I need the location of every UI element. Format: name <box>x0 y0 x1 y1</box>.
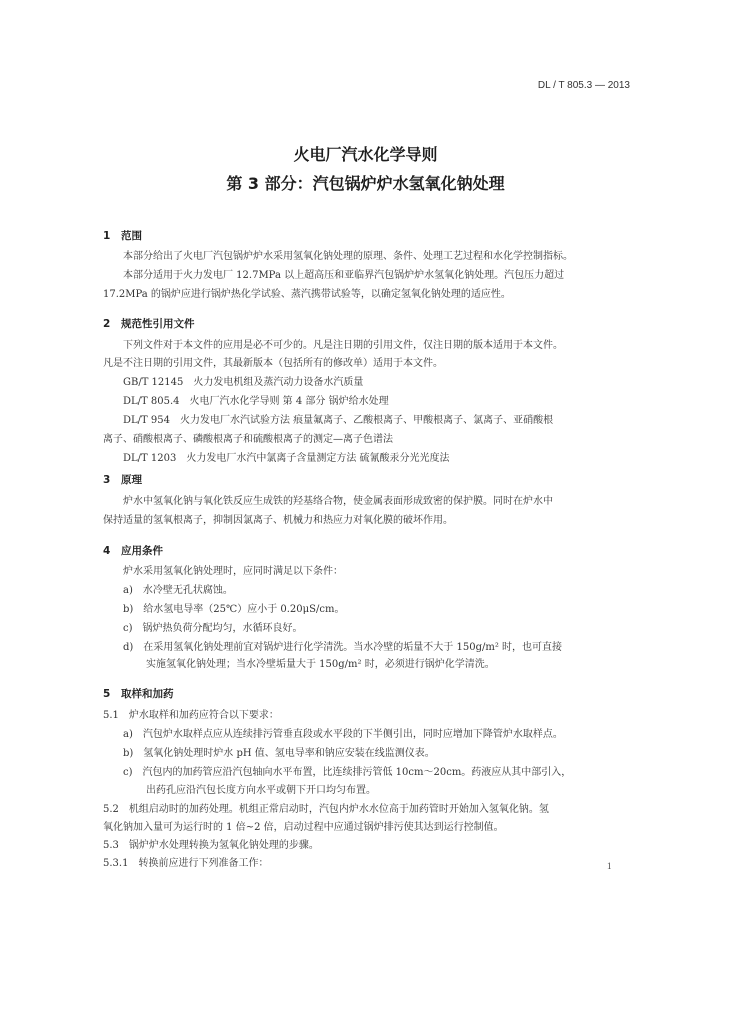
paragraph-line: 炉水中氢氧化钠与氧化铁反应生成铁的羟基络合物，使金属表面形成致密的保护膜。同时在炉水中 <box>123 496 553 507</box>
section-heading-1 <box>103 228 142 243</box>
subsection-line: 5.3.1 转换前应进行下列准备工作： <box>103 858 269 869</box>
reference-item: GB/T 12145 火力发电机组及蒸汽动力设备水汽质量 <box>123 377 364 388</box>
list-item: a) 汽包炉水取样点应从连续排污管垂直段或水平段的下半侧引出，同时应增加下降管炉水取样点。 <box>123 729 563 740</box>
paragraph-line: 凡是不注日期的引用文件，其最新版本（包括所有的修改单）适用于本文件。 <box>103 358 443 369</box>
reference-item: DL/T 805.4 火电厂汽水化学导则 第 4 部分 锅炉给水处理 <box>123 396 389 407</box>
subsection-line: 5.2 机组启动时的加药处理。机组正常启动时，汽包内炉水水位高于加药管时开始加入氢氧化钠。氢 <box>103 804 549 815</box>
section-title: 取样和加药 <box>121 688 174 700</box>
list-item: b) 给水氢电导率（25℃）应小于 0.20μS/cm。 <box>123 604 345 615</box>
list-item: c) 锅炉热负荷分配均匀，水循环良好。 <box>123 623 303 634</box>
paragraph-line: 本部分适用于火力发电厂 12.7MPa 以上超高压和亚临界汽包锅炉炉水氢氧化钠处理。汽包压力超过 <box>123 270 565 281</box>
section-number: 1 <box>103 230 111 242</box>
section-title: 范围 <box>121 230 142 242</box>
list-item: b) 氢氧化钠处理时炉水 pH 值、氢电导率和钠应安装在线监测仪表。 <box>123 748 435 759</box>
paragraph-line: 下列文件对于本文件的应用是必不可少的。凡是注日期的引用文件，仅注日期的版本适用于本文件。 <box>123 340 563 351</box>
section-title: 原理 <box>121 474 142 486</box>
document-title-line2: 第 3 部分：汽包锅炉炉水氢氧化钠处理 <box>226 174 505 193</box>
paragraph-line: 17.2MPa 的锅炉应进行锅炉热化学试验、蒸汽携带试验等，以确定氢氧化钠处理的适应性。 <box>103 289 511 300</box>
section-title: 应用条件 <box>121 545 163 557</box>
subsection-line: 5.3 锅炉炉水处理转换为氢氧化钠处理的步骤。 <box>103 840 319 851</box>
page-number: 1 <box>607 861 612 871</box>
section-heading-5 <box>103 686 174 701</box>
document-title-line1: 火电厂汽水化学导则 <box>293 145 438 164</box>
standard-number: DL / T 805.3 — 2013 <box>537 80 630 91</box>
list-item-continued: 实施氢氧化钠处理；当水冷壁垢量大于 150g/m² 时，必须进行锅炉化学清洗。 <box>146 659 495 670</box>
list-item: d) 在采用氢氧化钠处理前宜对锅炉进行化学清洗。当水冷壁的垢量不大于 150g/m² 时，也可直接 <box>123 642 563 653</box>
reference-item-continued: 离子、硝酸根离子、磷酸根离子和硫酸根离子的测定—离子色谱法 <box>103 434 393 445</box>
paragraph-line: 氧化钠加入量可为运行时的 1 倍~2 倍，启动过程中应通过锅炉排污使其达到运行控制值。 <box>103 822 504 833</box>
subsection-line: 5.1 炉水取样和加药应符合以下要求： <box>103 710 279 721</box>
section-heading-2 <box>103 316 195 331</box>
reference-item: DL/T 1203 火力发电厂水汽中氯离子含量测定方法 硫氰酸汞分光光度法 <box>123 453 450 464</box>
section-heading-3 <box>103 472 142 487</box>
section-number: 5 <box>103 688 111 700</box>
section-number: 2 <box>103 318 111 330</box>
section-heading-4 <box>103 543 163 558</box>
paragraph-line: 炉水采用氢氧化钠处理时，应同时满足以下条件： <box>123 566 343 577</box>
reference-item: DL/T 954 火力发电厂水汽试验方法 痕量氟离子、乙酸根离子、甲酸根离子、氯离子、亚硝酸根 <box>123 415 554 426</box>
section-title: 规范性引用文件 <box>121 318 195 330</box>
list-item: a) 水冷壁无孔状腐蚀。 <box>123 585 233 596</box>
section-number: 4 <box>103 545 111 557</box>
list-item: c) 汽包内的加药管应沿汽包轴向水平布置，比连续排污管低 10cm～20cm。药液应从其中部引入， <box>123 767 572 778</box>
list-item-continued: 出药孔应沿汽包长度方向水平或朝下开口均匀布置。 <box>146 785 376 796</box>
section-number: 3 <box>103 474 111 486</box>
paragraph-line: 本部分给出了火电厂汽包锅炉炉水采用氢氧化钠处理的原理、条件、处理工艺过程和水化学控制指标。 <box>123 251 573 262</box>
paragraph-line: 保持适量的氢氧根离子，抑制因氯离子、机械力和热应力对氧化膜的破坏作用。 <box>103 515 453 526</box>
